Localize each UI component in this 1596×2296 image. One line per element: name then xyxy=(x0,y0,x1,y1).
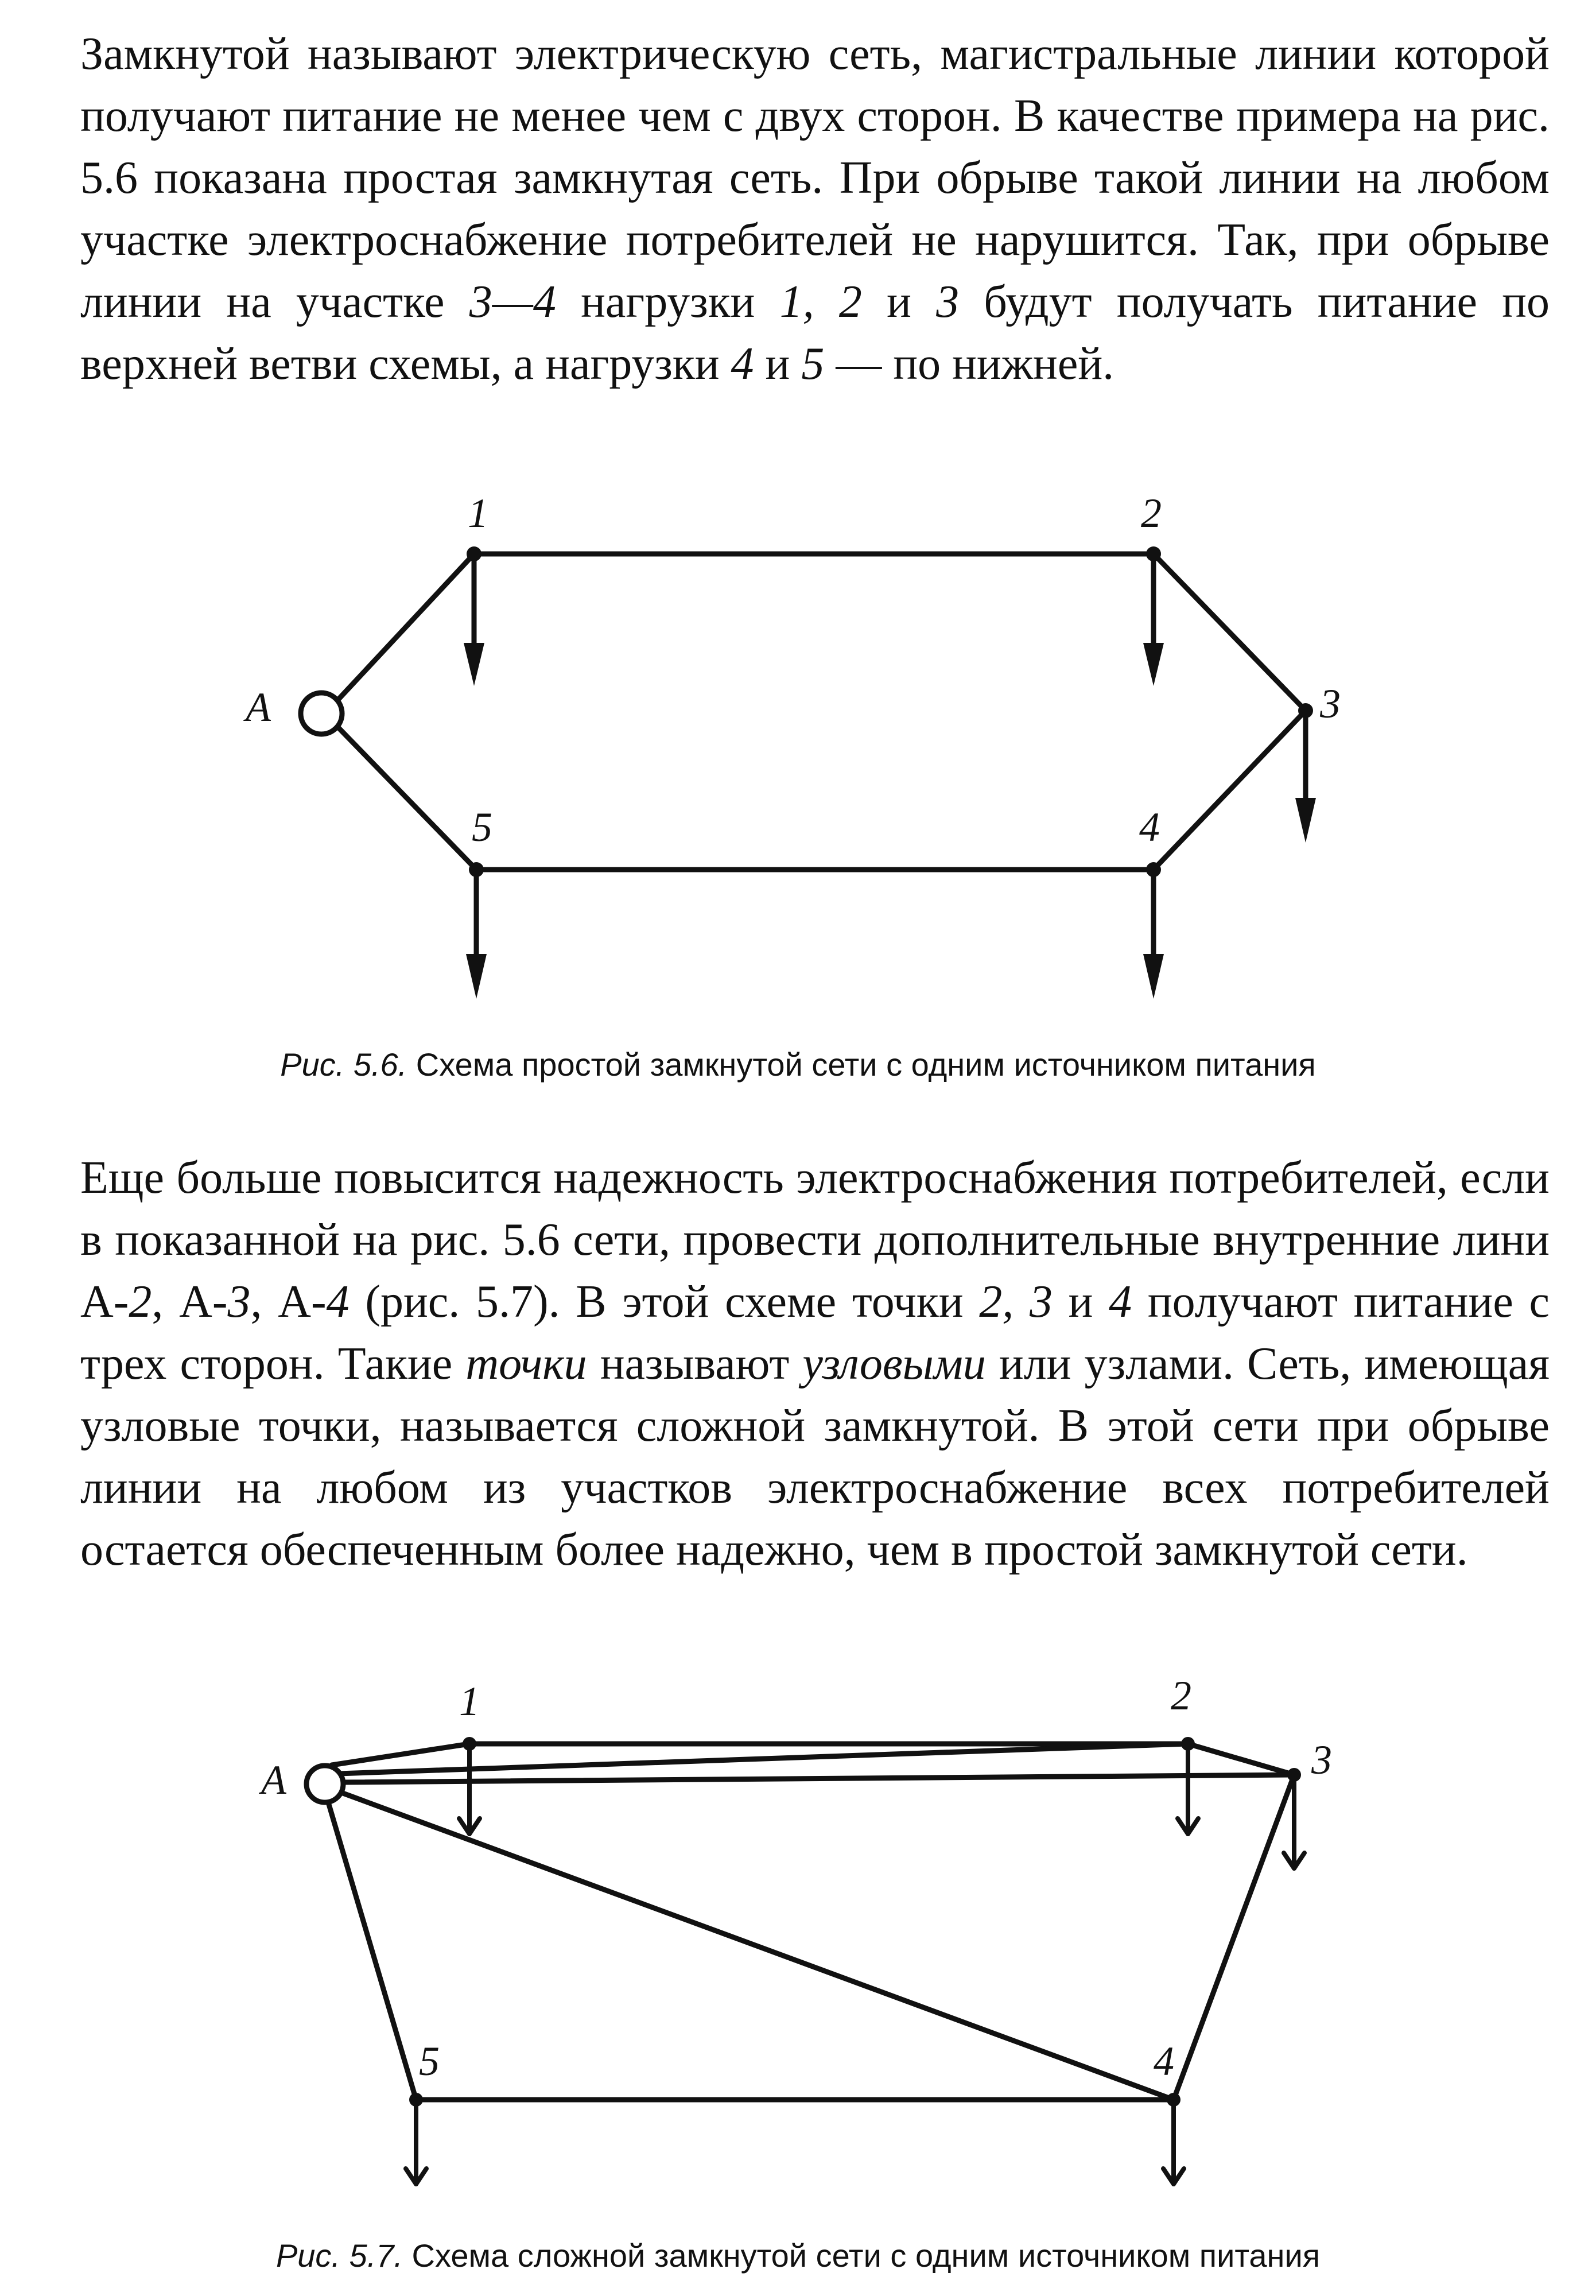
line-a-3 xyxy=(343,1775,1294,1782)
line-a-4 xyxy=(340,1792,1174,2100)
label-node-1: 1 xyxy=(459,1678,480,1724)
paragraph-2 xyxy=(80,1147,1550,1581)
text-run: или узлами. Сеть, имеющая узловые точки, называется сложной замкнутой. В этой сети при обрыве линии на любом из участков электроснабжение всех потребителей остается обеспеченным более надежно, чем в простой замкнутой сети. xyxy=(80,1339,1550,1575)
text-run: — по нижней. xyxy=(824,339,1115,389)
label-node-2: 2 xyxy=(1141,490,1162,536)
load-arrow-1 xyxy=(459,1744,480,1834)
text-run: и xyxy=(1052,1277,1109,1327)
text-run: , А- xyxy=(152,1277,228,1327)
caption-number: Рис. 5.6. xyxy=(280,1046,407,1083)
italic-text-run: 3 xyxy=(227,1277,251,1327)
paragraph-1 xyxy=(80,23,1550,395)
text-run: и xyxy=(754,339,802,389)
text-run: , А- xyxy=(250,1277,327,1327)
text-run: Еще больше повысится надежность электроснабжения потребителей, если в показанной на рис. 5.6 сети, провести дополнительные внутренние лини А- xyxy=(80,1153,1550,1327)
text-run: нагрузки xyxy=(556,277,780,327)
label-a: A xyxy=(261,1757,286,1803)
line-5-a xyxy=(339,728,476,870)
line-2-3 xyxy=(1188,1744,1294,1775)
label-node-5: 5 xyxy=(472,804,492,850)
source-node-a xyxy=(306,1766,343,1802)
load-arrow-4 xyxy=(1163,2100,1184,2184)
text-run: и xyxy=(861,277,937,327)
label-node-3: 3 xyxy=(1311,1737,1332,1783)
italic-text-run: 4 xyxy=(326,1277,350,1327)
caption-text: Схема простой замкнутой сети с одним источником питания xyxy=(407,1046,1316,1083)
italic-text-run: 4 xyxy=(1109,1277,1132,1327)
text-run: называют xyxy=(587,1339,803,1389)
figure-5-6-caption xyxy=(0,1045,1596,1085)
figure-5-7-caption xyxy=(0,2236,1596,2276)
line-a-1 xyxy=(332,1744,469,1765)
label-a: A xyxy=(246,684,271,730)
label-node-3: 3 xyxy=(1320,681,1341,727)
load-arrow-2 xyxy=(1178,1744,1198,1834)
italic-text-run: 2 xyxy=(129,1277,152,1327)
text-run: будут получать питание по верхней ветви схемы, а нагрузки xyxy=(80,277,1550,389)
label-node-5: 5 xyxy=(419,2038,440,2084)
load-arrow-3 xyxy=(1295,711,1316,843)
italic-text-run: узловыми xyxy=(802,1339,986,1389)
italic-text-run: 5 xyxy=(801,339,825,389)
line-3-4 xyxy=(1154,711,1306,870)
line-2-3 xyxy=(1154,554,1306,711)
line-5-a xyxy=(328,1802,416,2100)
label-node-4: 4 xyxy=(1154,2038,1174,2084)
source-node-a xyxy=(301,693,342,734)
line-3-4 xyxy=(1174,1775,1294,2100)
caption-number: Рис. 5.7. xyxy=(275,2237,403,2274)
text-run: получают питание с трех сторон. Такие xyxy=(80,1277,1550,1389)
italic-text-run: точки xyxy=(465,1339,587,1389)
italic-text-run: 2, 3 xyxy=(979,1277,1053,1327)
load-arrow-4 xyxy=(1143,870,1164,999)
text-run: (рис. 5.7). В этой схеме точки xyxy=(349,1277,980,1327)
italic-text-run: 3 xyxy=(936,277,960,327)
text-run: Замкнутой называют электрическую сеть, магистральные линии которой получают питание не менее чем с двух сторон. В качестве примера на рис. 5.6 показана простая замкнутая сеть. При обрыве такой линии на любом участке электроснабжение потребителей не нарушится. Так, при обрыве линии на участке xyxy=(80,29,1550,327)
load-arrow-1 xyxy=(464,554,484,686)
caption-text: Схема сложной замкнутой сети с одним источником питания xyxy=(402,2237,1321,2274)
label-node-4: 4 xyxy=(1139,804,1160,850)
figure-5-6-simple-closed-network xyxy=(0,471,1596,1022)
figure-5-7-complex-closed-network xyxy=(0,1653,1596,2221)
italic-text-run: 4 xyxy=(731,339,754,389)
line-a-1 xyxy=(339,554,474,699)
label-node-1: 1 xyxy=(468,490,488,536)
load-arrow-5 xyxy=(466,870,487,999)
italic-text-run: 1, 2 xyxy=(779,277,862,327)
italic-text-run: 3—4 xyxy=(469,277,556,327)
load-arrow-2 xyxy=(1143,554,1164,686)
load-arrow-5 xyxy=(406,2100,426,2184)
label-node-2: 2 xyxy=(1171,1673,1191,1719)
